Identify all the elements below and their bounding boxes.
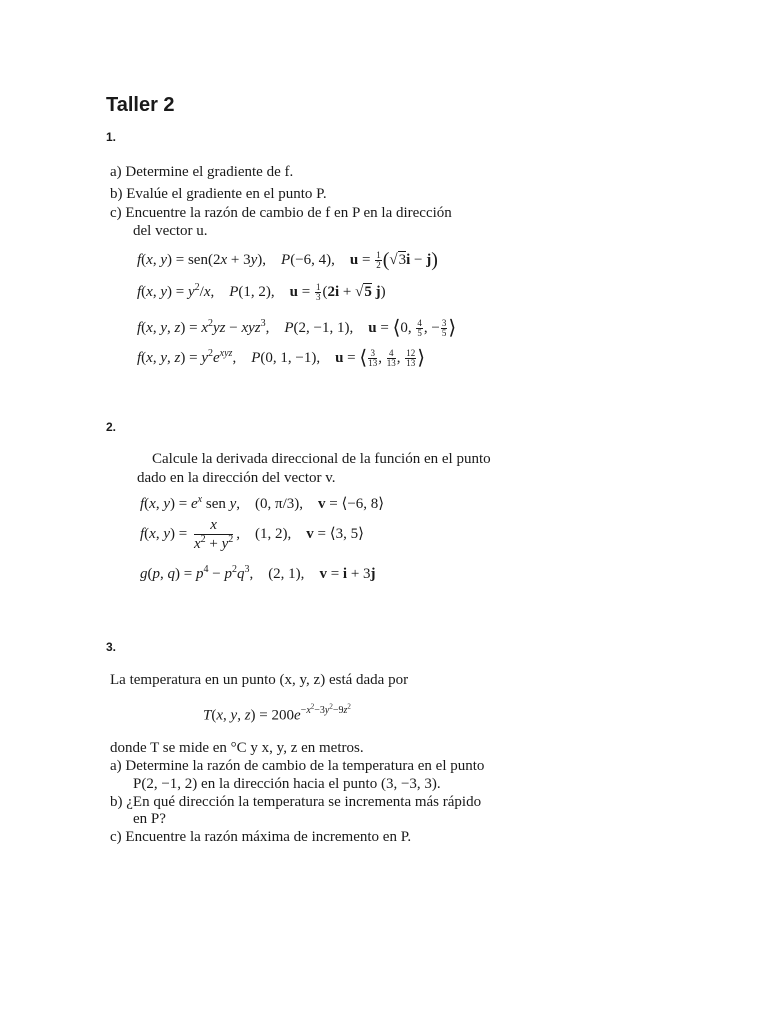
s1-item-c-text: Encuentre la razón de cambio de f en P en la dirección	[125, 205, 452, 221]
s3-intro: La temperatura en un punto (x, y, z) está dada por	[110, 672, 409, 688]
s2-equation-2: f(x, y) = $\frac{x}{x^2 + y^2}$ , (1, 2), v = ⟨3, 5⟩	[140, 517, 364, 552]
s1-equation-4: f(x, y, $z) = y^2e^{xyz}$, P(0, 1, −1), u = ⟨ $\frac{3}{13}$ , $\frac{4}{13}$ , $\frac{12}{13}$ ⟩	[137, 347, 426, 369]
section-3-number: 3.	[106, 640, 117, 654]
s3-item-b-label: b)	[110, 794, 123, 810]
s1-item-b-label: b)	[110, 186, 123, 202]
s1-item-a	[110, 164, 293, 181]
page-title: Taller 2	[106, 94, 175, 116]
s2-equation-3: g(p, $q) = p^4 - p^2q^3$, (2, 1), v = i + 3j	[140, 564, 376, 582]
s3-item-a-text: Determine la razón de cambio de la temperatura en el punto	[125, 758, 485, 774]
s1-item-c	[110, 205, 452, 222]
s1-item-a-label: a)	[110, 164, 122, 180]
s3-item-b-cont: en P?	[133, 811, 166, 827]
s1-item-c-label: c)	[110, 205, 122, 221]
section-2-number: 2.	[106, 420, 117, 434]
s1-equation-3: f(x, y, $z) = x^2yz - xyz^3$, P(2, −1, 1), u = ⟨0, $\frac{4}{5}$ , − $\frac{3}{5}$ ⟩	[137, 317, 457, 339]
s1-item-b	[110, 186, 327, 203]
s2-intro-line-1: Calcule la derivada direccional de la función en el punto	[152, 451, 491, 467]
s3-item-c-label: c)	[110, 829, 122, 845]
s3-item-a-cont: P(2, −1, 2) en la dirección hacia el punto (3, −3, 3).	[133, 776, 441, 792]
s3-item-c	[110, 829, 411, 846]
s3-item-c-text: Encuentre la razón máxima de incremento en P.	[125, 829, 412, 845]
s3-item-b	[110, 794, 481, 811]
s3-item-a	[110, 758, 484, 775]
s1-equation-1: f(x, y) = sen(2x + 3y), P(−6, 4), u = $\frac{1}{2}$ (√3i − j)	[137, 249, 438, 271]
s3-item-a-label: a)	[110, 758, 122, 774]
s1-item-a-text: Determine el gradiente de f.	[125, 164, 294, 180]
section-1-number: 1.	[106, 130, 117, 144]
s1-item-c-cont: del vector u.	[133, 223, 208, 239]
s3-units: donde T se mide en °C y x, y, z en metros.	[110, 740, 364, 756]
s1-item-b-text: Evalúe el gradiente en el punto P.	[126, 186, 327, 202]
s1-equation-2: f(x, $y) = y^2/x$, P(1, 2), u = $\frac{1}{3}$ (2i + √5 j)	[137, 281, 386, 302]
s2-equation-1: f(x, $y) = e^x$ sen y, (0, π/3), v = ⟨−6, 8⟩	[140, 494, 385, 512]
s2-intro-line-2: dado en la dirección del vector v.	[137, 470, 336, 486]
s3-item-b-text: ¿En qué dirección la temperatura se incrementa más rápido	[126, 794, 482, 810]
s3-temperature-equation: T(x, y, $z) = 200e^{-x^2-3y^2-9z^2}$	[203, 703, 351, 724]
